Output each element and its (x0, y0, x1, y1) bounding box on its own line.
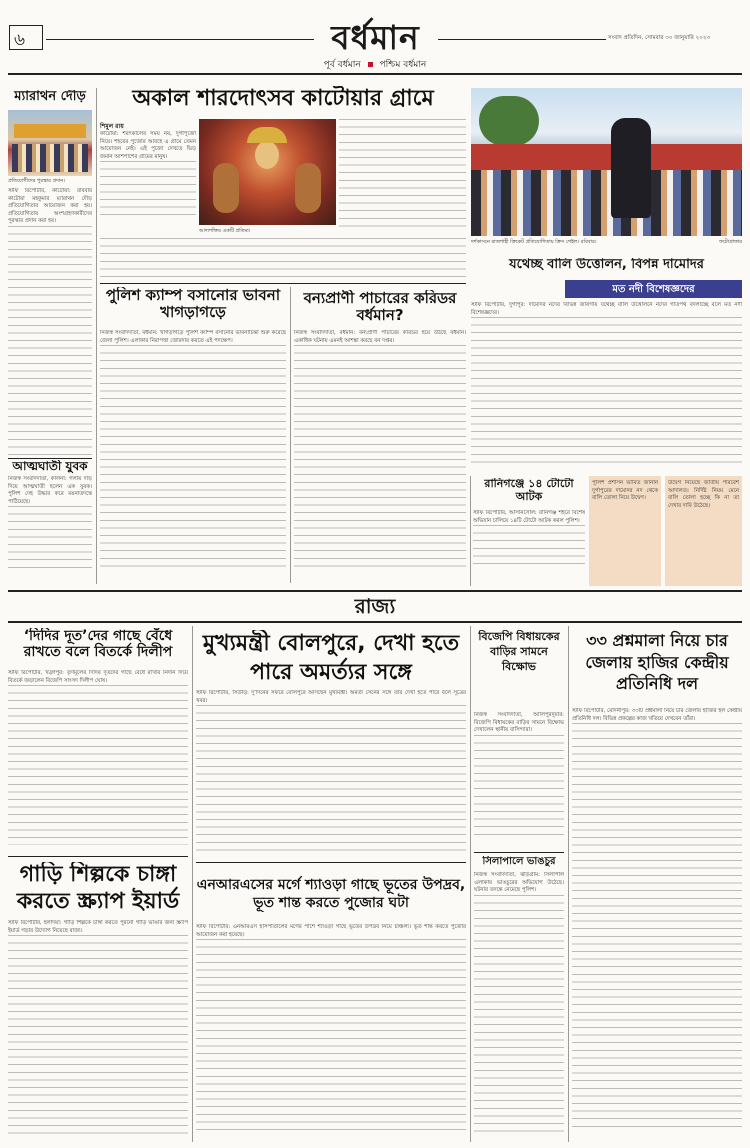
katwa-headline: অকাল শারদোৎসব কাটোয়ার গ্রামে (132, 86, 434, 111)
bali-subhead: মত নদী বিশেষজ্ঞদের (612, 284, 695, 295)
section-title: রাজ্য (354, 594, 396, 618)
katwa-col3 (339, 119, 466, 231)
sub-area-line (0, 57, 750, 72)
masthead (0, 0, 750, 80)
spectators (471, 170, 742, 236)
column-divider (470, 626, 471, 1142)
text-filler (339, 119, 466, 231)
katwa-col1 (100, 131, 196, 231)
paper-date: সংবাদ প্রতিদিন, সোমবার ৩০ জানুয়ারি ২০২৩ (608, 35, 711, 41)
column-divider (290, 287, 291, 583)
scrap-headline: গাড়ি শিল্পকে চাঙ্গা করতে স্ক্র্যাপ ইয়ার্ড (16, 862, 180, 914)
page-number: ৬ (14, 30, 26, 50)
cricket-caption-right: ফটোগ্রাফার (719, 239, 742, 245)
wildlife-text: নিজস্ব সংবাদদাতা, বর্ধমান: বন্যপ্রাণী পাচারের করিডর হয়ে উঠছে বর্ধমান। একাধিক ঘটনায় এমনই আশঙ্কা করছে বন দপ্তর। (294, 330, 466, 344)
sub-area-dot (368, 62, 373, 67)
bali-text: স্টাফ রিপোর্টার, দুর্গাপুর: দামোদর নদের বিভিন্ন জায়গায় যথেচ্ছ বালি উত্তোলনে নদের গতিপথ বদলাচ্ছে বলে মত নদী বিশেষজ্ঞদের। (471, 302, 742, 316)
bali-box-left-text: পুলিশ প্রশাসন ভাবিত জানান দুর্গাপুরের দামোদর নদ থেকে বালি তোলা নিয়ে উদ্বেগ। (592, 480, 658, 502)
masthead-rule-right (438, 39, 606, 40)
cm-rule (196, 862, 466, 863)
text-filler (100, 161, 196, 221)
nrs-text: স্টাফ রিপোর্টার: এনআরএস হাসপাতালের মর্গের পাশে শ্যাওড়া গাছে ভূতের উপদ্রব নিয়ে চাঞ্চল্য। ভূত শান্ত করতে পুজোর আয়োজন করা হয়েছে। (196, 924, 466, 938)
bali-box-right-text: উদ্বেগ নিয়েছে জাতীয় পরিবেশ আদালত। নির্দিষ্ট নিয়ম মেনে বালি তোলা হচ্ছে কি না তা দেখার দাবি উঠেছে। (668, 480, 739, 509)
cm-headline: মুখ্যমন্ত্রী বোলপুরে, দেখা হতে পারে অমর্ত্যর সঙ্গে (202, 631, 460, 685)
text-filler (474, 735, 564, 835)
text-filler (196, 705, 466, 855)
text-filler (196, 939, 466, 1135)
nrs-headline: এনআরএসের মর্গে শ্যাওড়া গাছে ভূতের উপদ্রব, ভূত শান্ত করতে পুজোর ঘটা (196, 877, 466, 912)
dilip-text: স্টাফ রিপোর্টার, খড়্গপুর: তৃণমূলের দিদির দূতদের গাছে বেঁধে রাখার নিদান দিয়ে বিতর্কে জড়ালেন বিজেপি সাংসদ দিলীপ ঘোষ। (8, 670, 188, 684)
sub-area-right: পশ্চিম বর্ধমান (379, 60, 427, 70)
bali-body (471, 302, 742, 472)
atmahati-text: নিজস্ব সংবাদদাতা, কালনা: গলায় দড়ি দিয়ে আত্মঘাতী হলেন এক যুবক। পুলিশ দেহ উদ্ধার করে ময়নাতদন্তে পাঠিয়েছে। (8, 476, 92, 505)
cm-text: স্টাফ রিপোর্টার, সিউড়ি: দু’দিনের সফরে বোলপুরে আসছেন মুখ্যমন্ত্রী। অমর্ত্য সেনের সঙ্গে তাঁর দেখা হতে পারে বলে সূত্রের খবর। (196, 690, 466, 704)
masthead-rule-left (46, 39, 314, 40)
bjp-rule (474, 852, 564, 853)
cricket-photo (471, 88, 742, 236)
section-rule-bottom (8, 621, 742, 623)
text-filler (100, 238, 466, 280)
scrap-text: স্টাফ রিপোর্টার, হলদিয়া: গাড়ি শিল্পকে চাঙ্গা করতে পুরনো গাড়ি ভাঙার জন্য স্ক্র্যাপ ইয়ার্ড গড়ার উদ্যোগ নিয়েছে রাজ্য। (8, 920, 188, 934)
wildlife-headline: বন্যপ্রাণী পাচারের করিডর বর্ধমান? (303, 290, 457, 325)
raniganj-text: স্টাফ রিপোর্টার, আসানসোল: রানিগঞ্জ শহরে বিশেষ অভিযান চালিয়ে ১৪টি টোটো আটক করল পুলিশ। (473, 510, 585, 524)
raniganj-body (473, 510, 585, 582)
katwa-rule (100, 283, 466, 284)
cricket-caption-left: দর্শকাসনে রাজশাহী ক্রিকেট প্রতিযোগিতায় ক্রিস গেইল। রবিবার। (471, 239, 597, 245)
idol-right (295, 163, 321, 213)
marathon-headline: ম্যারাথন দৌড় (14, 90, 86, 104)
atmahati-headline: আত্মঘাতী যুবক (12, 460, 88, 473)
text-filler (8, 226, 92, 456)
idol-left (213, 163, 239, 213)
people-row (12, 144, 88, 172)
raniganj-headline: রানিগঞ্জে ১৪ টোটো আটক (484, 478, 574, 503)
dilip-body (8, 670, 188, 852)
bjp-headline: বিজেপি বিধায়কের বাড়ির সামনে বিক্ষোভ (478, 630, 560, 673)
masthead-bottom-rule (8, 73, 742, 75)
text-filler (294, 345, 466, 573)
police-body (100, 330, 286, 582)
text-filler (8, 506, 92, 568)
cm-body (196, 690, 466, 860)
dilip-rule (8, 856, 188, 857)
column-divider (568, 626, 569, 1142)
text-filler (8, 685, 188, 845)
durga-photo (199, 119, 336, 225)
durga-caption: আদ্যশক্তির একটি প্রতিমা। (199, 228, 251, 234)
text-filler (8, 935, 188, 1135)
sub-area-left: পূর্ব বর্ধমান (323, 60, 361, 70)
marathon-photo (8, 110, 92, 176)
idol-crown (247, 127, 287, 143)
police-text: নিজস্ব সংবাদদাতা, বর্ধমান: খাগড়াগড়ে পুলিশ ক্যাম্প বসানোর ভাবনাচিন্তা শুরু করেছে জেলা পুলিশ। এলাকার নিরাপত্তা জোরদার করতে এই পদক্ষেপ। (100, 330, 286, 344)
gayle-figure (611, 118, 651, 218)
text-filler (471, 317, 742, 467)
idol-face (255, 141, 279, 169)
tree (479, 96, 539, 146)
wildlife-body (294, 330, 466, 582)
katwa-text: কাটোয়া: শরৎকালের সময় নয়, দুর্গাপুজো নিয়ে। শহরের পুজোর আবহে এ গ্রামে তেমন আয়োজন নেই। এই পুজো দেখতে ভিড় জমান আশপাশের গ্রামের মানুষ। (100, 131, 196, 160)
atmahati-body (8, 476, 92, 580)
marathon-text: স্টাফ রিপোর্টার, কাটোয়া: রবিবার কাটোয়া মহকুমার ম্যারাথন দৌড় প্রতিযোগিতার আয়োজন করা হয়। প্রতিযোগিতায় অংশগ্রহণকারীদের পুরস্কার প্রদান করা হয়। (8, 188, 92, 225)
central-text: স্টাফ রিপোর্টার, মেদিনীপুর: ৩৩টি প্রশ্নমালা নিয়ে চার জেলায় হাজির হল কেন্দ্রীয় প্রতিনিধি দল। বিভিন্ন প্রকল্পের কাজ খতিয়ে দেখবেন তাঁরা। (572, 708, 742, 722)
col-rule (8, 458, 92, 459)
text-filler (100, 345, 286, 573)
silapal-headline: সিলাপালে ভাঙচুর (482, 856, 556, 867)
katwa-bottom (100, 238, 466, 280)
masthead-title: বর্ধমান (331, 18, 420, 57)
silapal-text: নিজস্ব সংবাদদাতা, ঝাড়গ্রাম: সিলাপাল এলাকায় ভাঙচুরের অভিযোগ উঠেছে। ঘটনার তদন্তে নেমেছে পুলিশ। (474, 872, 564, 894)
stage-banner (14, 124, 86, 138)
bjp-text: নিজস্ব সংবাদদাতা, আলিপুরদুয়ার: বিজেপি বিধায়কের বাড়ির সামনে বিক্ষোভ দেখালেন স্থানীয় বাসিন্দারা। (474, 712, 564, 734)
marathon-caption: প্রতিযোগীদের পুরস্কার প্রদান। (8, 178, 66, 184)
bali-headline: যথেচ্ছ বালি উত্তোলন, বিপন্ন দামোদর (509, 258, 704, 272)
marathon-body (8, 188, 92, 456)
central-headline: ৩৩ প্রশ্নমালা নিয়ে চার জেলায় হাজির কেন্দ্রীয় প্রতিনিধি দল (585, 631, 729, 694)
column-divider (96, 88, 97, 584)
text-filler (474, 895, 564, 1135)
stand (471, 144, 742, 170)
silapal-body (474, 872, 564, 1140)
nrs-body (196, 924, 466, 1140)
text-filler (572, 723, 742, 1133)
column-divider (192, 626, 193, 1142)
bjp-body (474, 712, 564, 850)
text-filler (473, 525, 585, 565)
dilip-headline: ‘দিদির দূত’দের গাছে বেঁধে রাখতে বলে বিতর্কে দিলীপ (23, 628, 173, 661)
katwa-byline: শিমুল রায় (100, 123, 124, 130)
police-headline: পুলিশ ক্যাম্প বসানোর ভাবনা খাগড়াগড়ে (105, 287, 281, 322)
central-body (572, 708, 742, 1140)
scrap-body (8, 920, 188, 1140)
raniganj-divider (470, 476, 471, 586)
